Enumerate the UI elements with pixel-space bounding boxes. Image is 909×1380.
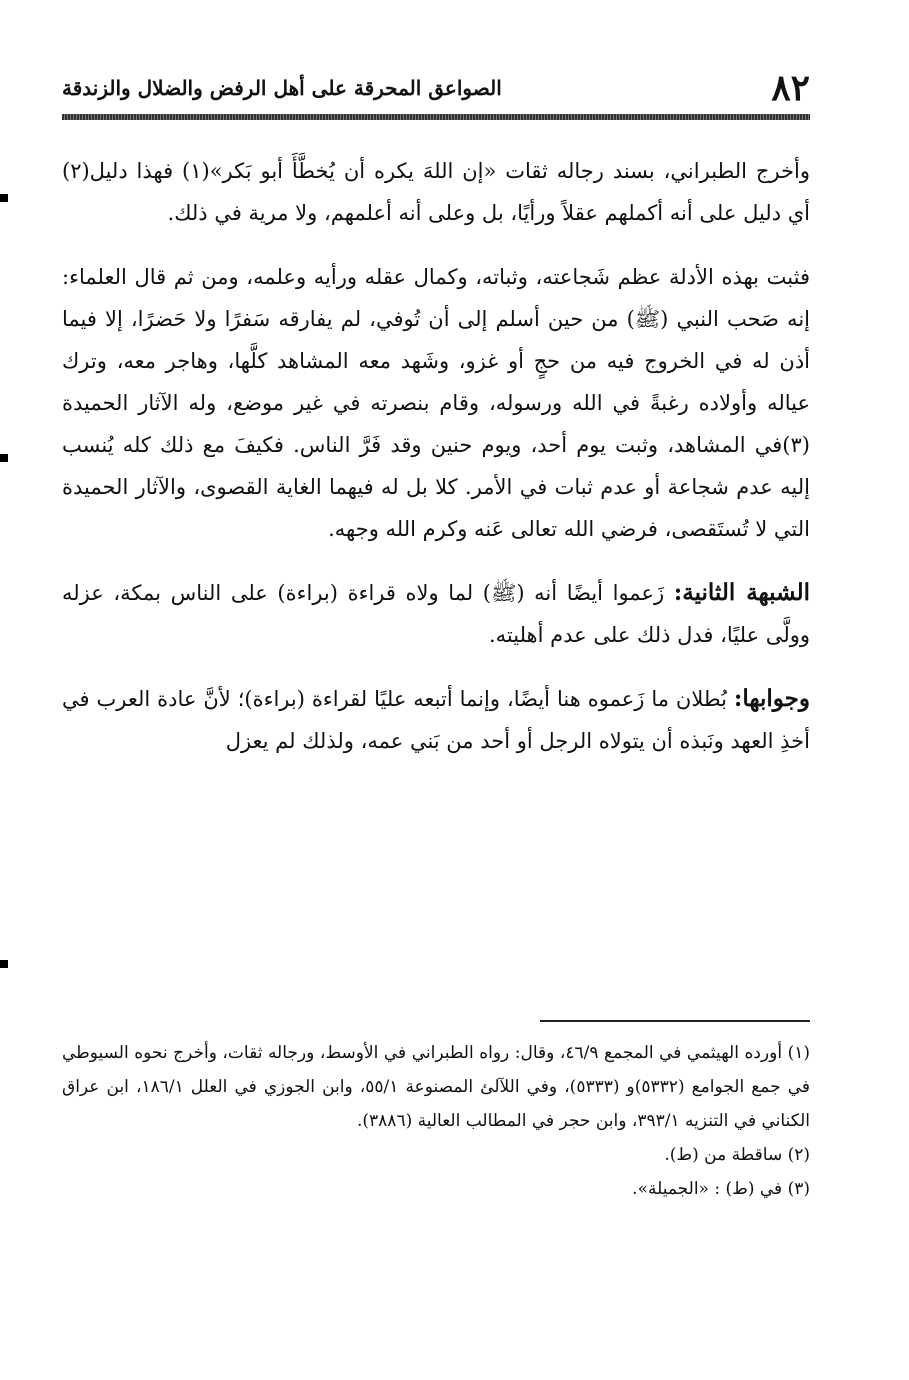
paragraph-4	[62, 678, 810, 762]
section-label: الشبهة الثانية:	[673, 579, 810, 606]
page-header	[62, 60, 810, 116]
paragraph-3-text: زَعموا أيضًا أنه (ﷺ) لما ولاه قراءة (براءة) على الناس بمكة، عزله وولَّى عليًا، فدل ذلك على عدم أهليته.	[62, 581, 810, 647]
header-rule	[62, 114, 810, 120]
margin-mark	[0, 194, 8, 202]
page-number: ٨٢	[771, 67, 810, 109]
footnote-3: (٣) في (ط) : «الجميلة».	[632, 1179, 810, 1199]
answer-label: وجوابها:	[733, 685, 810, 712]
body-text	[62, 150, 810, 784]
running-title: الصواعق المحرقة على أهل الرفض والضلال والزندقة	[62, 76, 502, 100]
footnotes	[62, 1036, 810, 1206]
footnote-1: (١) أورده الهيثمي في المجمع ٤٦/٩، وقال: رواه الطبراني في الأوسط، ورجاله ثقات، وأخرج نحوه السيوطي في جمع الجوامع (٥٣٣٢)و (٥٣٣٣)، وفي اللآلئ المصنوعة ٥٥/١، وابن الجوزي في العلل ١٨٦/١، ابن عراق الكناني في التنزيه ٣٩٣/١، وابن حجر في المطالب العالية (٣٨٨٦).	[62, 1043, 810, 1131]
paragraph-3	[62, 572, 810, 656]
margin-mark	[0, 960, 8, 968]
document-page	[62, 60, 810, 1360]
paragraph-1: وأخرج الطبراني، بسند رجاله ثقات «إن اللهَ يكره أن يُخطَّأَ أبو بَكر»(١) فهذا دليل(٢) أي دليل على أنه أكملهم عقلاً ورأيًا، بل وعلى أنه أعلمهم، ولا مرية في ذلك.	[62, 159, 810, 225]
paragraph-4-text: بُطلان ما زَعموه هنا أيضًا، وإنما أتبعه عليًا لقراءة (براءة)؛ لأنَّ عادة العرب في أخذِ العهد ونَبذه أن يتولاه الرجل أو أحد من بَني عمه، ولذلك لم يعزل	[62, 687, 810, 753]
paragraph-2: فثبت بهذه الأدلة عظم شَجاعته، وثباته، وكمال عقله ورأيه وعلمه، ومن ثم قال العلماء: إنه صَحب النبي (ﷺ) من حين أسلم إلى أن تُوفي، لم يفارقه سَفرًا ولا حَضرًا، إلا فيما أذن له في الخروج فيه من حجٍ أو غزو، وشَهد معه المشاهد كلَّها، وهاجر معه، وترك عياله وأولاده رغبةً في الله ورسوله، وقام بنصرته في غير موضع، وله الآثار الحميدة (٣)في المشاهد، وثبت يوم أحد، ويوم حنين وقد فَرَّ الناس. فكيفَ مع ذلك كله يُنسب إليه عدم شجاعة أو عدم ثبات في الأمر. كلا بل له فيهما الغاية القصوى، والآثار الحميدة التي لا تُستَقصى، فرضي الله تعالى عَنه وكرم الله وجهه.	[62, 265, 810, 541]
footnote-rule	[540, 1020, 810, 1022]
margin-mark	[0, 454, 8, 462]
footnote-2: (٢) ساقطة من (ط).	[664, 1145, 810, 1165]
